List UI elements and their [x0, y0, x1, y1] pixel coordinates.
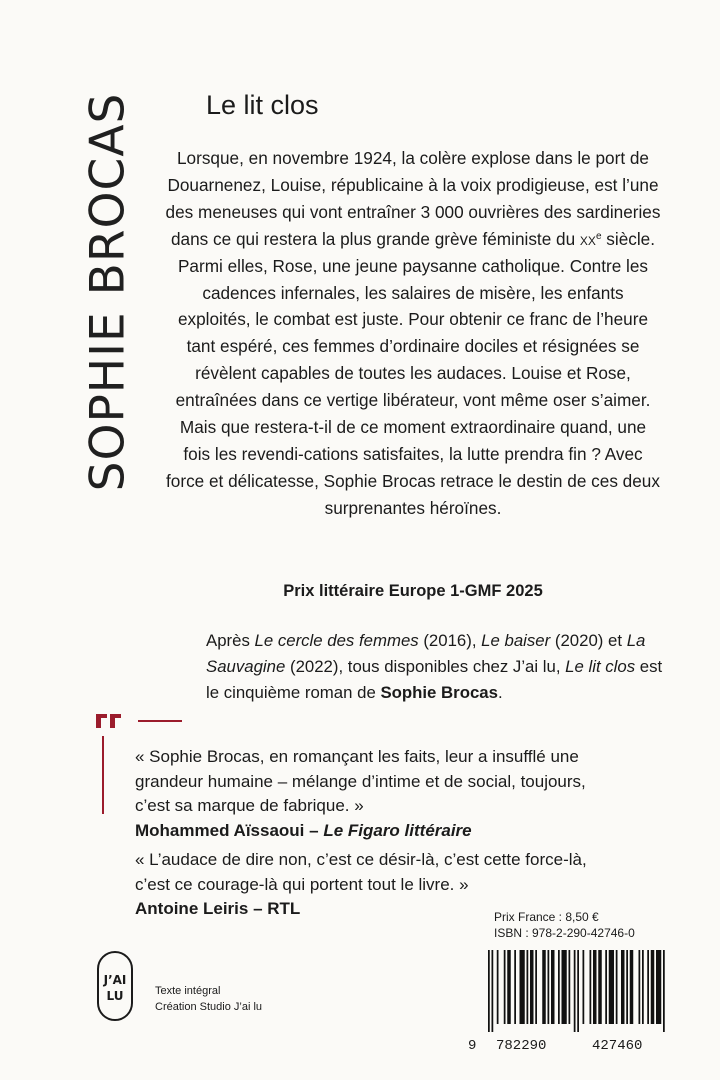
other-works-text: Après	[206, 631, 255, 650]
quote-bar	[102, 736, 104, 814]
other-works-text: .	[497, 683, 503, 702]
author-name: SOPHIE BROCAS	[80, 92, 136, 492]
price-info	[494, 909, 635, 941]
century-superscript: e	[595, 230, 602, 242]
quote-1-author: Mohammed Aïssaoui	[135, 820, 305, 840]
book-title: Le lit clos	[206, 90, 319, 120]
design-credit: Création Studio J’ai lu	[155, 1001, 263, 1013]
author-vertical	[77, 92, 139, 492]
barcode-digit-group2: 427460	[592, 1038, 643, 1054]
prize-line: Prix littéraire Europe 1-GMF 2025	[283, 582, 543, 600]
century-numeral: xx	[579, 228, 596, 249]
book-title-sauvagine: La Sauvagine	[206, 631, 646, 676]
full-text-label: Texte intégral	[155, 985, 221, 997]
price-label: Prix France : 8,50 €	[494, 910, 599, 924]
quote-2-text: « L’audace de dire non, c’est ce désir-là, c’est cette force-là, c’est ce courage-là qui portent tout le livre. »	[135, 850, 587, 894]
quote-1-separator: –	[304, 820, 324, 840]
quote-1-source	[135, 819, 605, 844]
logo-line2: LU	[106, 989, 124, 1003]
quote-2-publication: RTL	[267, 899, 301, 918]
other-works	[206, 628, 676, 706]
logo-line1: J’AI	[103, 973, 127, 987]
quote-2-author: Antoine Leiris	[135, 899, 249, 918]
isbn-label: ISBN : 978-2-290-42746-0	[494, 926, 635, 940]
summary-part2: siècle. Parmi elles, Rose, une jeune paysanne catholique. Contre les cadences infernales, les salaires de misère, les enfants exploités, le combat est juste. Pour obtenir ce franc de l’heure tant espéré, ces femmes d’ordinaire dociles et résignées se révèlent capables de toutes les audaces. Louise et Rose, entraînées dans ce vertige libérateur, vont même oser s’aimer. Mais que restera-t-il de ce moment extraordinaire quand, une fois les revendi-cations satisfaites, la lutte prendra fin ? Avec force et délicatesse, Sophie Brocas retrace le destin de ces deux surprenantes héroïnes.	[166, 228, 660, 518]
other-works-text: est le cinquième roman de	[206, 657, 663, 702]
quote-1	[135, 745, 605, 843]
quote-divider	[138, 720, 182, 722]
barcode-digits	[468, 1038, 688, 1058]
barcode	[468, 950, 688, 1032]
book-title-baiser: Le baiser	[481, 631, 551, 650]
other-works-text: (2016),	[418, 631, 482, 650]
summary-part1: Lorsque, en novembre 1924, la colère explose dans le port de Douarnenez, Louise, républicaine à la voix prodigieuse, est l’une des meneuses qui vont entraîner 3 000 ouvrières des sardineries dans ce qui restera la plus grande grève féministe du	[165, 148, 661, 249]
book-title-lit-clos: Le lit clos	[565, 657, 636, 676]
publisher-credits	[155, 983, 262, 1015]
quote-1-text: « Sophie Brocas, en romançant les faits, leur a insufflé une grandeur humaine – mélange d’intime et de social, toujours, c’est sa marque de fabrique. »	[135, 747, 586, 815]
summary-text	[165, 145, 661, 522]
jai-lu-logo	[96, 950, 134, 1022]
other-works-text: (2020) et	[550, 631, 627, 650]
quote-mark-icon	[96, 714, 122, 732]
other-works-text: (2022), tous disponibles chez J’ai lu,	[285, 657, 566, 676]
barcode-digit-group1: 782290	[496, 1038, 547, 1054]
quote-2-separator: –	[248, 899, 268, 918]
quote-1-publication: Le Figaro littéraire	[323, 820, 472, 840]
book-title-cercle: Le cercle des femmes	[254, 631, 419, 650]
barcode-digit-lead: 9	[468, 1038, 477, 1054]
author-bold: Sophie Brocas	[380, 683, 498, 702]
